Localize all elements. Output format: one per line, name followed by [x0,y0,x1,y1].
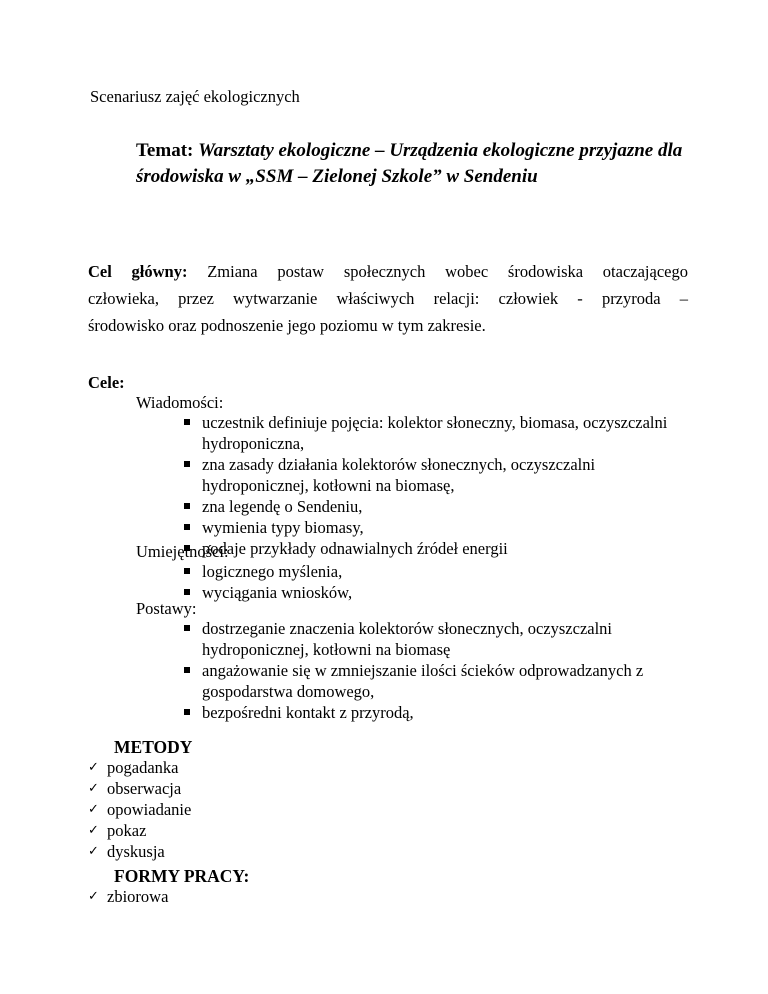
main-goal-text-1: Zmiana postaw społecznych wobec środowiska otaczającego [207,262,688,281]
list-item [184,660,684,702]
knowledge-list [184,412,684,559]
list-item-text: zbiorowa [107,887,169,906]
checkmark-icon: ✓ [88,844,99,859]
list-item-text: uczestnik definiuje pojęcia: kolektor słoneczny, biomasa, oczyszczalni hydroponiczna, [202,413,668,453]
knowledge-heading: Wiadomości: [136,393,224,412]
list-item [184,618,684,660]
bullet-square-icon [184,625,190,631]
list-item-text: zna legendę o Sendeniu, [202,497,363,516]
list-item-text: dyskusja [107,842,165,861]
checkmark-icon: ✓ [88,760,99,775]
main-goal-label: Cel główny: [88,262,188,281]
methods-heading: METODY [114,737,193,757]
list-item [184,496,684,517]
list-item [184,517,684,538]
list-item [184,561,684,582]
list-item [88,820,191,841]
attitudes-list [184,618,684,723]
bullet-square-icon [184,461,190,467]
list-item-text: angażowanie się w zmniejszanie ilości ścieków odprowadzanych z gospodarstwa domowego, [202,661,644,701]
topic-block [136,138,696,190]
list-item-text: podaje przykłady odnawialnych źródeł energii [202,539,508,558]
goals-heading: Cele: [88,373,125,392]
list-item [88,757,191,778]
list-item-text: pogadanka [107,758,179,777]
bullet-square-icon [184,568,190,574]
list-item [184,454,684,496]
list-item-text: logicznego myślenia, [202,562,343,581]
list-item-text: bezpośredni kontakt z przyrodą, [202,703,414,722]
list-item [88,799,191,820]
topic-label: Temat: [136,140,194,161]
list-item-text: obserwacja [107,779,182,798]
bullet-square-icon [184,709,190,715]
list-item-text: pokaz [107,821,147,840]
main-goal-block [88,258,688,339]
bullet-square-icon [184,589,190,595]
main-goal-line-3: środowisko oraz podnoszenie jego poziomu w tym zakresie. [88,316,486,335]
work-forms-list [88,886,168,907]
checkmark-icon: ✓ [88,889,99,904]
skills-list [184,561,684,603]
bullet-square-icon [184,503,190,509]
checkmark-icon: ✓ [88,781,99,796]
checkmark-icon: ✓ [88,802,99,817]
list-item-text: wymienia typy biomasy, [202,518,364,537]
list-item-text: wyciągania wniosków, [202,583,353,602]
list-item [184,538,684,559]
bullet-square-icon [184,524,190,530]
methods-list [88,757,191,862]
bullet-square-icon [184,667,190,673]
main-goal-line-2: człowieka, przez wytwarzanie właściwych relacji: człowiek - przyroda – [88,289,688,308]
list-item [184,582,684,603]
list-item-text: opowiadanie [107,800,192,819]
document-header: Scenariusz zajęć ekologicznych [90,87,300,106]
bullet-square-icon [184,419,190,425]
list-item [88,886,168,907]
list-item [88,841,191,862]
work-forms-heading: FORMY PRACY: [114,866,250,886]
list-item-text: zna zasady działania kolektorów słonecznych, oczyszczalni hydroponicznej, kotłowni na biomasę, [202,455,596,495]
list-item-text: dostrzeganie znaczenia kolektorów słonecznych, oczyszczalni hydroponicznej, kotłowni na biomasę [202,619,613,659]
checkmark-icon: ✓ [88,823,99,838]
list-item [184,412,684,454]
attitudes-heading: Postawy: [136,599,197,618]
main-goal-line-1 [88,258,688,285]
skills-heading: Umiejętności: [136,542,229,561]
list-item [184,702,684,723]
topic-text: Warsztaty ekologiczne – Urządzenia ekologiczne przyjazne dla środowiska w „SSM – Zielonej Szkole” w Sendeniu [136,140,683,187]
list-item [88,778,191,799]
